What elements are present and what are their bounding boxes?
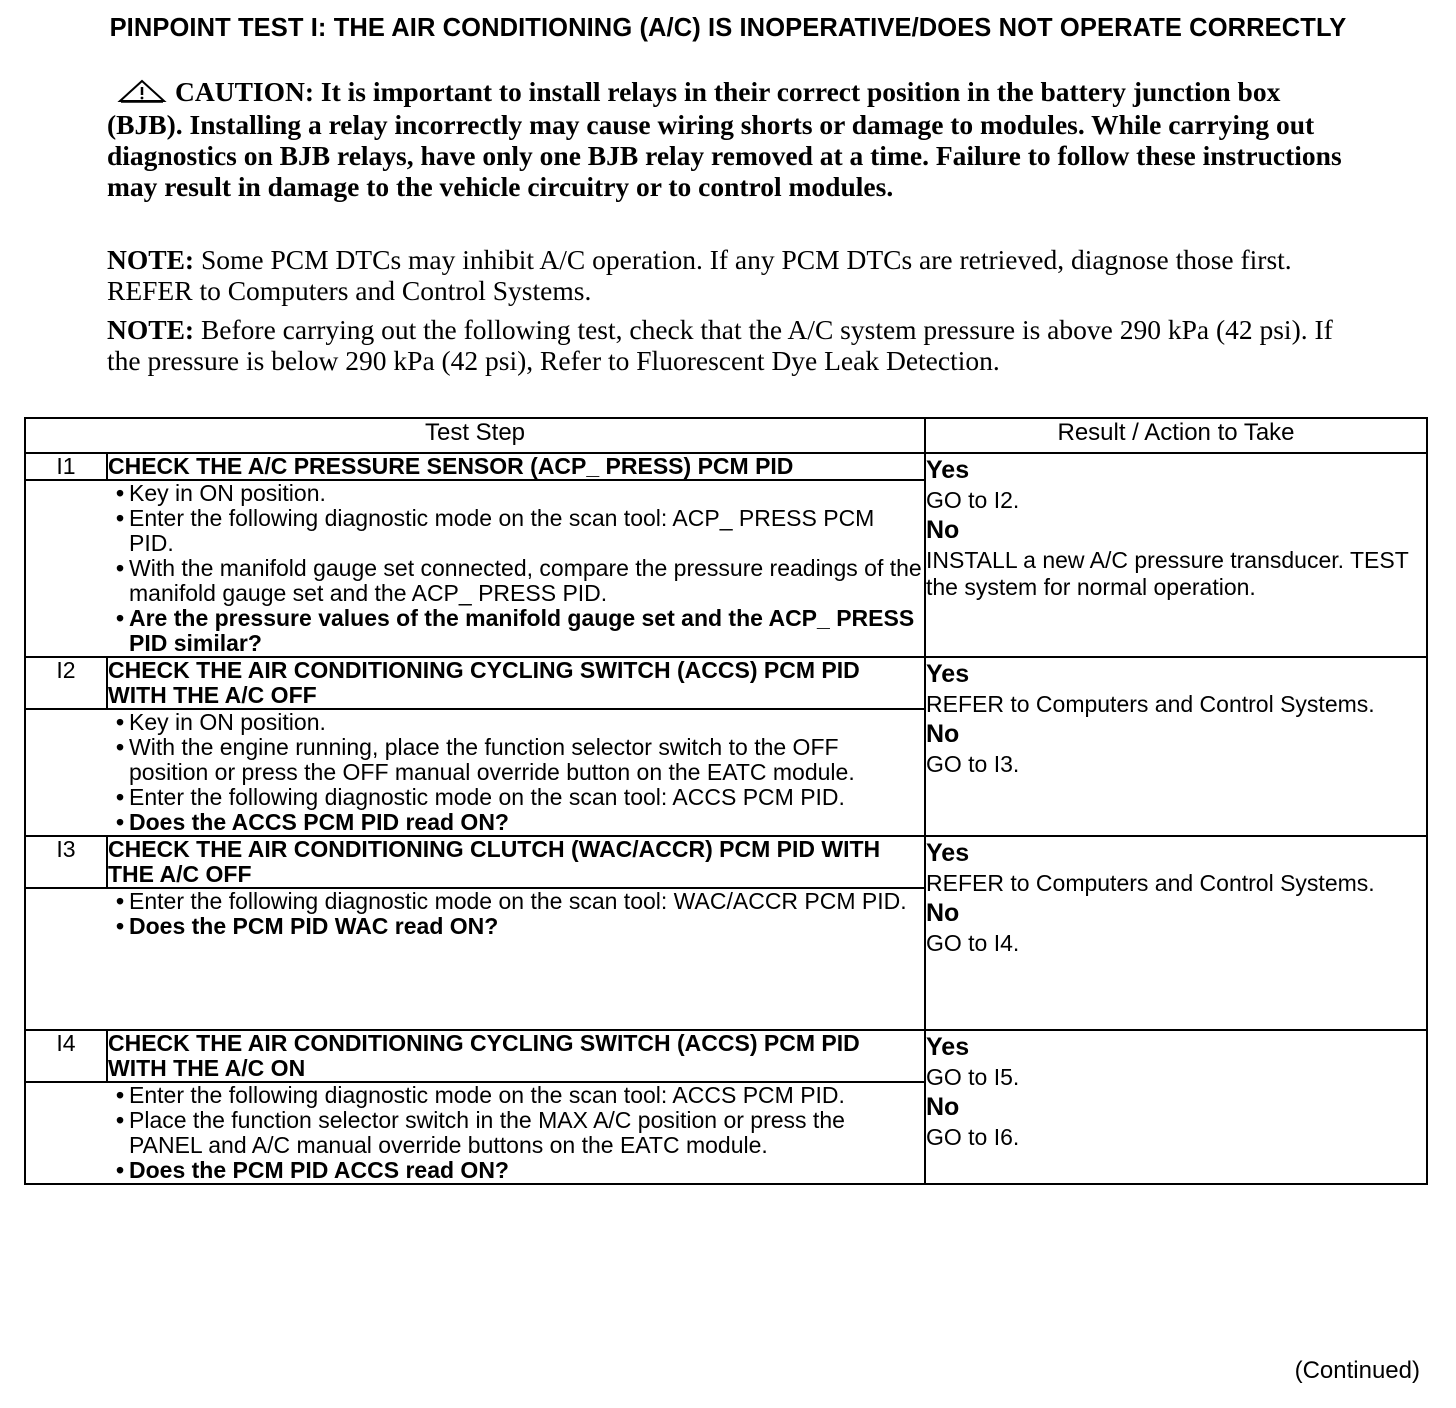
list-item: • Enter the following diagnostic mode on the scan tool: ACCS PCM PID. — [26, 785, 924, 810]
pinpoint-test-table — [24, 417, 1428, 1185]
list-item: • Enter the following diagnostic mode on the scan tool: ACCS PCM PID. — [26, 1083, 924, 1108]
list-item: • Place the function selector switch in the MAX A/C position or press the PANEL and A/C manual override buttons on the EATC module. — [26, 1108, 924, 1158]
table-header-row — [25, 418, 1427, 453]
yes-action: GO to I2. — [926, 487, 1020, 513]
no-action: GO to I6. — [926, 1124, 1020, 1150]
list-item: • Key in ON position. — [26, 710, 924, 735]
no-action: GO to I3. — [926, 751, 1020, 777]
warning-triangle-icon — [117, 78, 167, 109]
yes-action: REFER to Computers and Control Systems. — [926, 870, 1375, 896]
step-title: CHECK THE A/C PRESSURE SENSOR (ACP_ PRESS) PCM PID — [107, 453, 925, 480]
note-text: Some PCM DTCs may inhibit A/C operation. If any PCM DTCs are retrieved, diagnose those first. REFER to Computers and Control Systems. — [107, 244, 1292, 306]
step-id: I1 — [25, 453, 107, 480]
step-body — [25, 888, 925, 1030]
yes-label: Yes — [926, 660, 970, 688]
step-title: CHECK THE AIR CONDITIONING CLUTCH (WAC/ACCR) PCM PID WITH THE A/C OFF — [107, 836, 925, 888]
list-item: • Enter the following diagnostic mode on the scan tool: WAC/ACCR PCM PID. — [26, 889, 924, 914]
list-item: • With the manifold gauge set connected, compare the pressure readings of the manifold gauge set and the ACP_ PRESS PID. — [26, 556, 924, 606]
step-instructions — [126, 481, 924, 656]
continued-label: (Continued) — [1294, 1357, 1420, 1384]
note-paragraph — [107, 244, 1347, 306]
step-id: I2 — [25, 657, 107, 709]
step-title-row — [25, 657, 1427, 709]
step-body — [25, 1082, 925, 1184]
no-label: No — [926, 1093, 960, 1121]
yes-label: Yes — [926, 1033, 970, 1061]
list-item: • With the engine running, place the function selector switch to the OFF position or press the OFF manual override button on the EATC module. — [26, 735, 924, 785]
note-label: NOTE: — [107, 244, 195, 275]
step-body — [25, 709, 925, 836]
step-id: I3 — [25, 836, 107, 888]
step-question: • Does the PCM PID WAC read ON? — [26, 914, 924, 939]
list-item: • Key in ON position. — [26, 481, 924, 506]
note-text: Before carrying out the following test, check that the A/C system pressure is above 290 kPa (42 psi). If the pressure is below 290 kPa (42 psi), Refer to Fluorescent Dye Leak Detection. — [107, 314, 1333, 376]
step-title: CHECK THE AIR CONDITIONING CYCLING SWITCH (ACCS) PCM PID WITH THE A/C OFF — [107, 657, 925, 709]
yes-action: GO to I5. — [926, 1064, 1020, 1090]
step-result — [925, 657, 1427, 836]
step-instructions — [126, 710, 924, 835]
no-action: GO to I4. — [926, 930, 1020, 956]
step-id: I4 — [25, 1030, 107, 1082]
no-label: No — [926, 899, 960, 927]
step-title-row — [25, 836, 1427, 888]
caution-paragraph — [107, 76, 1347, 202]
yes-label: Yes — [926, 456, 970, 484]
result-header: Result / Action to Take — [925, 418, 1427, 453]
step-result — [925, 453, 1427, 657]
caution-text: CAUTION: It is important to install relays in their correct position in the battery junction box (BJB). Installing a relay incorrectly may cause wiring shorts or damage to modules. While carrying out diagnostics on BJB relays, have only one BJB relay removed at a time. Failure to follow these instructions may result in damage to the vehicle circuitry or to control modules. — [107, 76, 1342, 202]
test-step-header: Test Step — [25, 418, 925, 453]
list-item: • Enter the following diagnostic mode on the scan tool: ACP_ PRESS PCM PID. — [26, 506, 924, 556]
step-question: • Are the pressure values of the manifold gauge set and the ACP_ PRESS PID similar? — [26, 606, 924, 656]
note-paragraph — [107, 314, 1347, 376]
page-title: PINPOINT TEST I: THE AIR CONDITIONING (A/C) IS INOPERATIVE/DOES NOT OPERATE CORRECTLY — [109, 14, 1347, 42]
no-action: INSTALL a new A/C pressure transducer. TEST the system for normal operation. — [926, 547, 1409, 600]
no-label: No — [926, 720, 960, 748]
step-result — [925, 836, 1427, 1030]
step-title: CHECK THE AIR CONDITIONING CYCLING SWITCH (ACCS) PCM PID WITH THE A/C ON — [107, 1030, 925, 1082]
yes-action: REFER to Computers and Control Systems. — [926, 691, 1375, 717]
step-body — [25, 480, 925, 657]
step-title-row — [25, 1030, 1427, 1082]
no-label: No — [926, 516, 960, 544]
yes-label: Yes — [926, 839, 970, 867]
note-label: NOTE: — [107, 314, 195, 345]
step-question: • Does the PCM PID ACCS read ON? — [26, 1158, 924, 1183]
step-result — [925, 1030, 1427, 1184]
step-question: • Does the ACCS PCM PID read ON? — [26, 810, 924, 835]
step-title-row — [25, 453, 1427, 480]
step-instructions — [126, 1083, 924, 1183]
step-instructions — [126, 889, 924, 939]
